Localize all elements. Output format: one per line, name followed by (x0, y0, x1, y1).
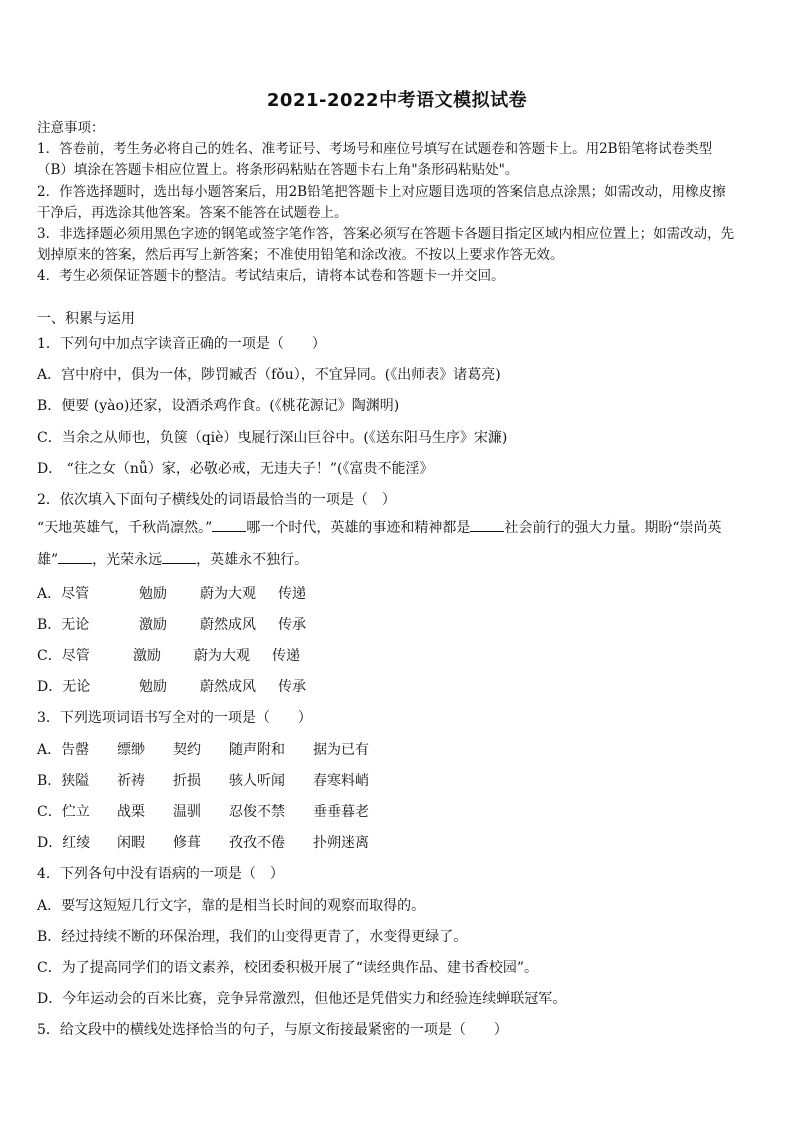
q3-a-word3: 契约 (173, 742, 201, 758)
q2-a-word4: 传递 (278, 586, 306, 602)
q2-stem: 2．依次填入下面句子横线处的词语最恰当的一项是（ ） (37, 492, 396, 508)
q2-blank-4 (162, 549, 196, 564)
section-heading: 一、积累与运用 (37, 311, 135, 327)
q4-option-a: A．要写这短短几行文字，靠的是相当长时间的观察而取得的。 (37, 898, 426, 914)
q2-d-word1: D．无论 (37, 679, 91, 695)
q2-passage-part4: 雄” (37, 552, 59, 568)
note-4: 4．考生必须保证答题卡的整洁。考试结束后，请将本试卷和答题卡一并交回。 (37, 268, 505, 285)
q2-a-word1: A．尽管 (37, 586, 90, 602)
q3-option-d (37, 832, 369, 852)
note-1a: 1．答卷前，考生务必将自己的姓名、准考证号、考场号和座位号填写在试题卷和答题卡上。用2B铅笔将试卷类型 (37, 141, 713, 158)
q3-stem: 3．下列选项词语书写全对的一项是（ ） (37, 710, 312, 726)
q2-c-word4: 传递 (272, 648, 300, 664)
q3-b-word4: 骇人听闻 (229, 773, 285, 789)
q2-option-c (37, 645, 300, 665)
q5-stem: 5．给文段中的横线处选择恰当的句子，与原文衔接最紧密的一项是（ ） (37, 1022, 508, 1038)
q2-d-word2: 勉励 (139, 679, 167, 695)
q3-a-word4: 随声附和 (229, 742, 285, 758)
q2-c-word2: 激励 (133, 648, 161, 664)
q2-passage-part5: ，光荣永远 (92, 552, 163, 568)
q3-c-word1: C．伫立 (37, 804, 90, 820)
q3-b-word3: 折损 (173, 773, 201, 789)
note-2b: 干净后，再选涂其他答案。答案不能答在试题卷上。 (37, 204, 348, 221)
q4-option-c: C．为了提高同学们的语文素养，校团委积极开展了“读经典作品、建书香校园”。 (37, 960, 539, 976)
q2-b-word4: 传承 (278, 617, 306, 633)
q3-d-word1: D．红绫 (37, 835, 91, 851)
q3-option-a (37, 739, 369, 759)
q2-blank-2 (470, 517, 504, 532)
q2-c-word1: C．尽管 (37, 648, 90, 664)
q3-c-word5: 垂垂暮老 (313, 804, 369, 820)
q2-b-word3: 蔚然成风 (200, 617, 256, 633)
exam-title: 2021-2022中考语文模拟试卷 (266, 90, 528, 111)
q1-option-c: C．当余之从师也，负箧（qiè）曳屣行深山巨谷中。(《送东阳马生序》宋濂) (37, 430, 508, 446)
q1-stem: 1．下列句中加点字读音正确的一项是（ ） (37, 336, 326, 352)
q3-b-word2: 祈祷 (117, 773, 145, 789)
q3-option-b (37, 770, 369, 790)
q2-option-a (37, 583, 306, 603)
q4-stem: 4．下列各句中没有语病的一项是（ ） (37, 866, 284, 882)
q3-d-word2: 闲暇 (117, 835, 145, 851)
q2-c-word3: 蔚为大观 (194, 648, 250, 664)
q1-option-d: D． “往之女（nǚ）家，必敬必戒，无违夫子！”(《富贵不能淫》 (37, 461, 434, 477)
q2-option-d (37, 676, 306, 696)
notes-block (37, 118, 759, 288)
q2-d-word4: 传承 (278, 679, 306, 695)
q3-option-c (37, 801, 369, 821)
q2-d-word3: 蔚然成风 (200, 679, 256, 695)
q2-a-word2: 勉励 (139, 586, 167, 602)
q3-c-word4: 忍俊不禁 (229, 804, 285, 820)
q4-option-d: D．今年运动会的百米比赛，竞争异常激烈，但他还是凭借实力和经验连续蝉联冠军。 (37, 991, 567, 1007)
note-3a: 3．非选择题必须用黑色字迹的钢笔或签字笔作答，答案必须写在答题卡各题目指定区域内相应位置上；如需改动，先 (37, 226, 735, 243)
q3-b-word5: 春寒料峭 (313, 773, 369, 789)
note-1b: （B）填涂在答题卡相应位置上。将条形码粘贴在答题卡右上角"条形码粘贴处"。 (37, 162, 519, 179)
q3-d-word5: 扑朔迷离 (313, 835, 369, 851)
q2-blank-3 (58, 549, 92, 564)
q2-passage-part1: “天地英雄气，千秋尚凛然。” (37, 520, 213, 536)
q3-c-word2: 战栗 (117, 804, 145, 820)
q2-passage (37, 512, 759, 576)
q3-a-word5: 据为已有 (313, 742, 369, 758)
q1-option-a: A．宫中府中，俱为一体，陟罚臧否（fǒu），不宜异同。(《出师表》诸葛亮) (37, 367, 501, 383)
q3-a-word1: A．告罄 (37, 742, 90, 758)
q2-option-b (37, 614, 306, 634)
q2-blank-1 (212, 517, 246, 532)
q3-d-word3: 修葺 (173, 835, 201, 851)
q2-passage-part3: 社会前行的强大力量。期盼“崇尚英 (504, 520, 722, 536)
note-3b: 划掉原来的答案，然后再写上新答案；不准使用铅笔和涂改液。不按以上要求作答无效。 (37, 247, 564, 264)
q1-option-b: B．便要 (yào)还家，设酒杀鸡作食。(《桃花源记》陶渊明) (37, 398, 400, 414)
q2-a-word3: 蔚为大观 (200, 586, 256, 602)
q2-b-word2: 激励 (139, 617, 167, 633)
q4-option-b: B．经过持续不断的环保治理，我们的山变得更青了，水变得更绿了。 (37, 929, 468, 945)
q2-b-word1: B．无论 (37, 617, 90, 633)
notes-heading: 注意事项： (37, 120, 105, 136)
q2-passage-part6: ，英雄永不独行。 (196, 552, 309, 568)
note-2a: 2．作答选择题时，选出每小题答案后，用2B铅笔把答题卡上对应题目选项的答案信息点涂黑；如需改动，用橡皮擦 (37, 183, 726, 200)
q3-c-word3: 温驯 (173, 804, 201, 820)
q3-b-word1: B．狭隘 (37, 773, 90, 789)
q3-a-word2: 缥缈 (117, 742, 145, 758)
q3-d-word4: 孜孜不倦 (229, 835, 285, 851)
q2-passage-part2: 哪一个时代，英雄的事迹和精神都是 (246, 520, 471, 536)
